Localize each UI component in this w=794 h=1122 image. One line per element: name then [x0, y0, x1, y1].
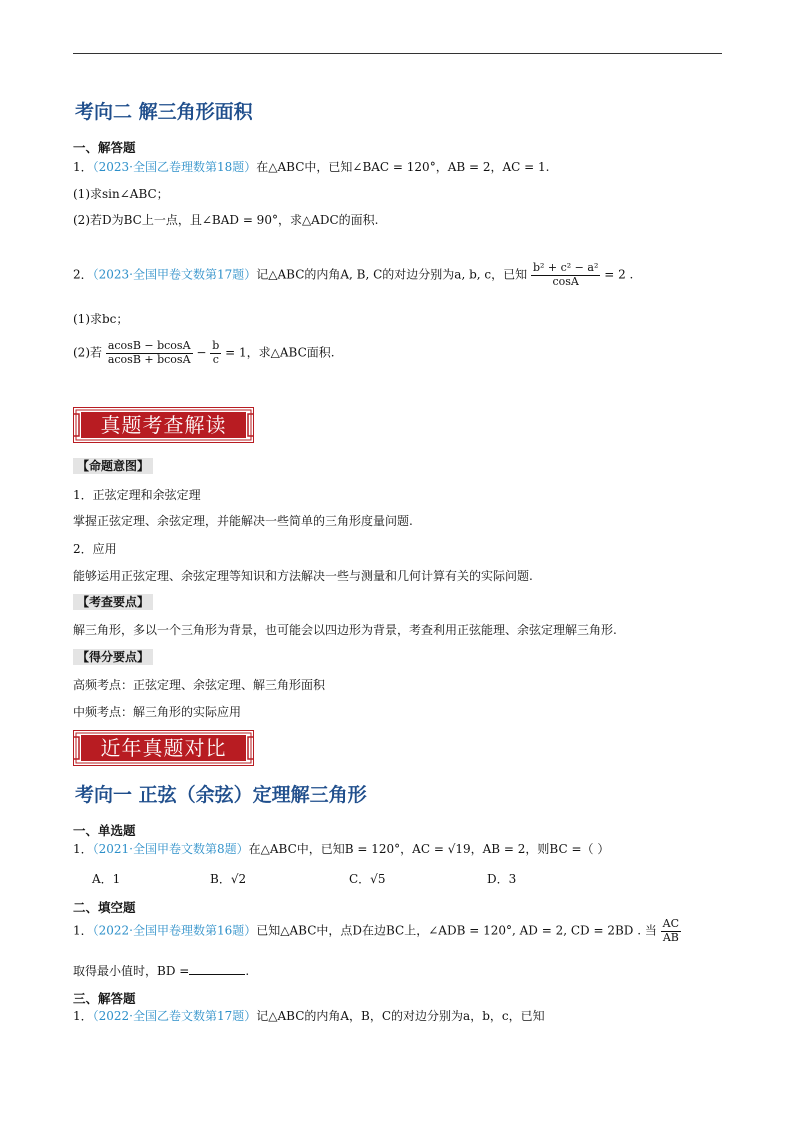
fraction: [106, 340, 193, 366]
fraction-numerator: AC: [662, 917, 680, 930]
section-fill-blank: 二、填空题: [73, 900, 136, 915]
points-text: 解三角形，多以一个三角形为背景，也可能会以四边形为背景，考查利用正弦能理、余弦定理解三角形.: [73, 623, 617, 637]
question-stem-end: = 2 .: [604, 267, 634, 282]
question-stem: 已知△ABC中，点D在边BC上，∠ADB = 120°, AD = 2, CD = 2BD . 当: [256, 923, 657, 938]
minus-sign: −: [196, 345, 207, 360]
part-text: = 1，求△ABC面积.: [225, 345, 335, 360]
question-2-part-1: (1)求bc；: [73, 312, 129, 326]
question-source: （2022·全国甲卷理数第16题）: [92, 923, 257, 938]
heading-direction-2: 考向二 解三角形面积: [75, 101, 253, 123]
question-number: 1．: [73, 1009, 93, 1023]
tag-label: 【命题意图】: [73, 458, 153, 474]
question-number: 2．: [73, 267, 93, 282]
intent-line-2: 掌握正弦定理、余弦定理，并能解决一些简单的三角形度量问题.: [73, 514, 413, 528]
question-5: [73, 1007, 545, 1024]
question-number: 1．: [73, 923, 93, 938]
fraction-denominator: c: [212, 352, 219, 366]
tag-label: 【得分要点】: [73, 649, 153, 665]
question-number: 1．: [73, 842, 93, 856]
fraction: [531, 262, 600, 288]
intent-line-3: 2．应用: [73, 542, 117, 556]
score-line-2: 中频考点：解三角形的实际应用: [73, 705, 242, 719]
question-stem: 在△ABC中，已知B = 120°，AC = √19，AB = 2，则BC =（ ）: [248, 842, 610, 856]
question-4: [73, 918, 681, 944]
question-source: （2022·全国乙卷文数第17题）: [92, 1009, 257, 1023]
option-d: D．3: [487, 872, 517, 886]
question-stem: 记△ABC的内角A，B，C的对边分别为a，b，c，已知: [256, 1009, 545, 1023]
question-stem: 记△ABC的内角A, B, C的对边分别为a, b, c，已知: [256, 267, 528, 282]
part-label: (2)若: [73, 345, 102, 360]
fraction-numerator: b² + c² − a²: [532, 261, 599, 274]
answer-blank[interactable]: [189, 964, 245, 975]
question-1: [73, 158, 549, 175]
header-rule: [73, 53, 722, 54]
question-source: （2023·全国乙卷理数第18题）: [92, 160, 257, 174]
fraction: [210, 340, 221, 366]
fraction-numerator: b: [212, 339, 220, 352]
question-source: （2023·全国甲卷文数第17题）: [92, 267, 257, 282]
banner-recent-comparison: [73, 730, 254, 766]
question-stem: 在△ABC中，已知∠BAC = 120°，AB = 2，AC = 1.: [256, 160, 550, 174]
question-1-part-1: (1)求sin∠ABC；: [73, 187, 169, 201]
tag-label: 【考查要点】: [73, 594, 153, 610]
section-answer-questions: 一、解答题: [73, 140, 136, 155]
heading-direction-1: 考向一 正弦（余弦）定理解三角形: [75, 784, 367, 806]
question-number: 1．: [73, 160, 93, 174]
section-answer-questions-3: 三、解答题: [73, 991, 136, 1006]
banner-title: 真题考查解读: [100, 413, 227, 437]
fraction-denominator: acosB + bcosA: [107, 352, 191, 366]
option-b: B．√2: [210, 872, 247, 886]
option-c: C．√5: [349, 872, 386, 886]
question-text-end: .: [245, 964, 250, 978]
intent-line-1: 1．正弦定理和余弦定理: [73, 488, 201, 502]
tag-intent: [73, 457, 153, 474]
section-single-choice: 一、单选题: [73, 823, 136, 838]
banner-title: 近年真题对比: [100, 736, 227, 760]
tag-points: [73, 593, 153, 610]
question-2-part-2: [73, 340, 335, 366]
score-line-1: 高频考点：正弦定理、余弦定理、解三角形面积: [73, 678, 326, 692]
option-a: A．1: [92, 872, 121, 886]
question-source: （2021·全国甲卷文数第8题）: [92, 842, 249, 856]
banner-exam-analysis: [73, 407, 254, 443]
question-4-line-2: [73, 962, 249, 979]
question-text: 取得最小值时，BD =: [73, 964, 190, 978]
question-2: [73, 262, 633, 288]
fraction-numerator: acosB − bcosA: [107, 339, 191, 352]
question-1-part-2: (2)若D为BC上一点，且∠BAD = 90°，求△ADC的面积.: [73, 213, 379, 227]
intent-line-4: 能够运用正弦定理、余弦定理等知识和方法解决一些与测量和几何计算有关的实际问题.: [73, 569, 533, 583]
tag-score: [73, 648, 153, 665]
fraction-denominator: AB: [662, 930, 679, 944]
fraction-denominator: cosA: [552, 274, 579, 288]
question-3: [73, 840, 609, 857]
fraction: [661, 918, 681, 944]
